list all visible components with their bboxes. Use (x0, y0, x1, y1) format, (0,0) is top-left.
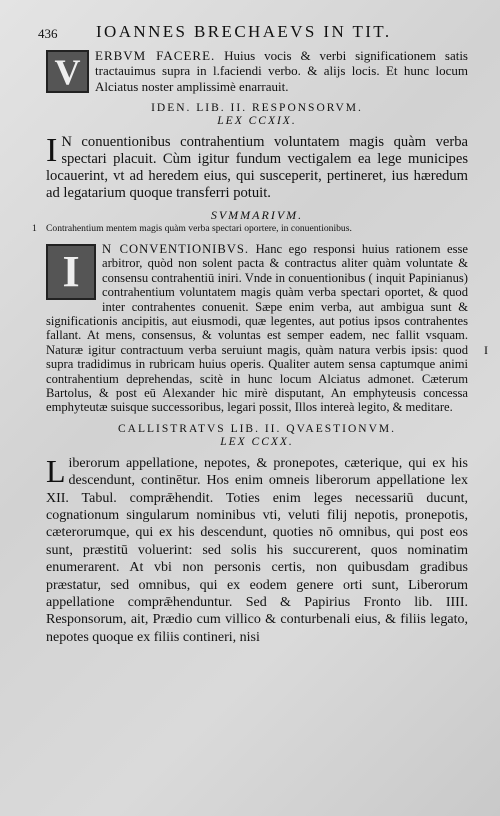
commentary-paragraph (46, 242, 468, 415)
commentary-text: Hanc ego responsi huius rationem esse arbitror, quòd non solent pacta & contractus aliter quàm voluntate & consensu contrahentiū iniri. Vnde in conuentionibus ( inquit Papinianus) contrahentium voluntatem magis quàm verba spectari oportet, & quod inter contrahentes conuenit. Sæpe enim verba, aut ambigua sunt & significationis ancipitis, aut eiusmodi, quæ legentes, aut potius ipsos contrahentes fallant. At mens, consensus, & voluntas est semper eadem, nec fallit vsquam. Naturæ igitur contractuum verba seruiunt magis, quàm natura verbis ipsis: quod supra tradidimus in rubricam huius operis. Qualiter autem sensa captumque animi contrahentium deprehendas, scitè in hunc locum Alciatus admonet. Cæterum Bartolus, & post eū Alexander hic mirè disputant, An emphyteusis concessa emphyteutæ suisque successoribus, legari possit, Illos intereà legito, & meditare. (46, 241, 469, 415)
section1-subtitle: LEX CCXIX. (217, 114, 297, 127)
section1-text-block (46, 131, 468, 202)
section2-subtitle: LEX CCXX. (220, 435, 294, 448)
summary-item (32, 223, 468, 234)
intro-paragraph (46, 48, 468, 94)
section1-initial: I (46, 131, 58, 169)
summary-item-text: Contrahentium mentem magis quàm verba spectari oportere, in conuentionibus. (46, 222, 352, 234)
intro-lead: ERBVM FACERE. (95, 48, 216, 63)
commentary-lead: N CONVENTIONIBVS. (102, 241, 250, 256)
ornamental-initial-i: I (46, 244, 96, 300)
section2-title: CALLISTRATVS LIB. II. QVAESTIONVM. (118, 422, 396, 435)
intro-text: Huius vocis & verbi significationem satis tractauimus supra in l.faciendi verbo. & alijs locis. Et hunc locum Alciatus noster amplissimè enarrauit. (95, 48, 468, 94)
running-head: IOANNES BRECHAEVS IN TIT. (96, 22, 392, 41)
section2-initial: L (46, 452, 66, 489)
section1-title: IDEN. LIB. II. RESPONSORVM. (151, 101, 363, 114)
margin-note-mark: I (484, 343, 488, 357)
section1-text: N conuentionibus contrahentium voluntatem magis quàm verba spectari placuit. Cùm igitur fundum vectigalem ea lege municipes locauerint, vt ad heredem eius, qui susceperit, pertineret, ius hæredum ad legatarium quoque transferri potuit. (46, 133, 468, 201)
page-number: 436 (38, 26, 58, 41)
page-header (38, 22, 468, 48)
summary-title: SVMMARIVM. (210, 207, 304, 222)
section2-text-block (46, 452, 468, 646)
summary-item-number: 1 (32, 222, 37, 234)
ornamental-initial-v: V (46, 50, 89, 93)
section2-text: iberorum appellatione, nepotes, & pronepotes, cæterique, qui ex his descendunt, continētur. Hos enim omneis liberorum appellatione lex XII. Tabul. comprǣhendit. Toties enim leges necessariū ducunt, cognationum singularum nominibus vti, veluti filij nepotis, pronepotis, cæterorumque, qui ex his descendunt, quoties nō omnibus, qui post eos sunt, præstitū voluerint: sed solis his succurerent, quos nominatim enumerarent. At vbi non personis certis, non quibusdam gradibus præstatur, sed omnibus, qui ex eodem genere orti sunt, Liberorum appellatione comprǣhenduntur. Sed & Papirius Fronto lib. IIII. Responsorum, ait, Prædio cum villico & conturbenali eius, & filiis legato, nepotes quoque ex filiis contineri, nisi (46, 455, 468, 645)
